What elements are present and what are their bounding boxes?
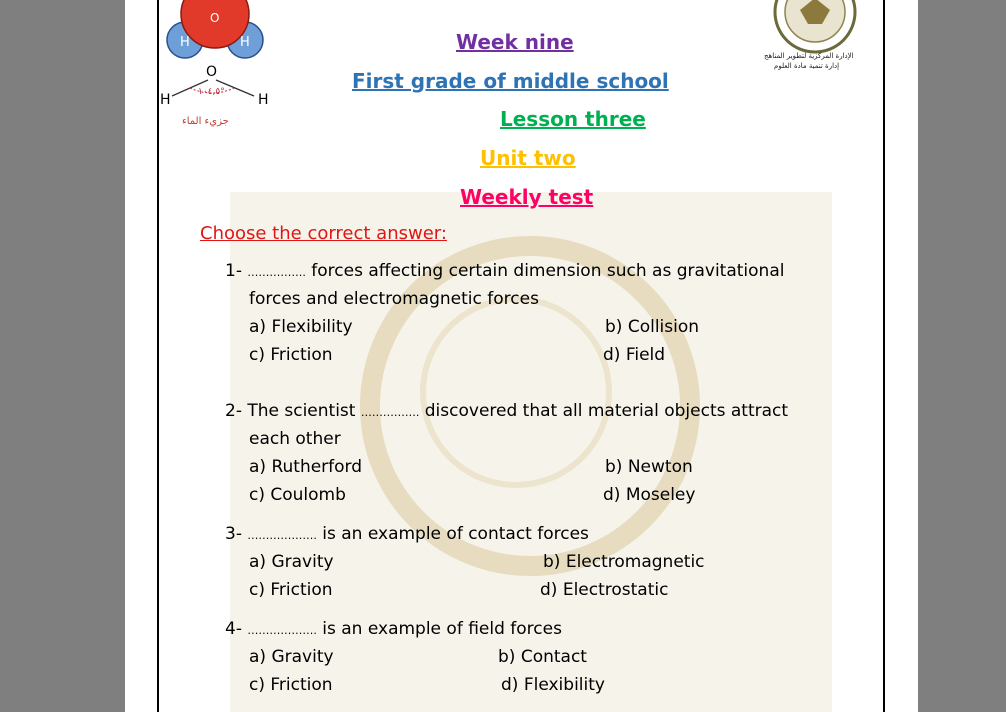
question-2-line2: each other xyxy=(249,429,341,449)
question-1-stem xyxy=(225,261,784,281)
question-text: is an example of contact forces xyxy=(316,524,589,544)
question-text-before: The scientist xyxy=(241,401,361,421)
question-1-option-d[interactable]: d) Field xyxy=(603,345,666,365)
question-number: 1- xyxy=(225,261,242,281)
answer-blank: ………………. xyxy=(247,529,317,542)
question-number: 3- xyxy=(225,524,242,544)
question-1-option-a[interactable]: a) Flexibility xyxy=(249,317,353,337)
question-2-stem xyxy=(225,401,788,421)
instruction-text: Choose the correct answer: xyxy=(200,223,447,244)
question-text: forces affecting certain dimension such as gravitational xyxy=(305,261,785,281)
atom-o: O xyxy=(206,64,218,80)
question-1-option-c[interactable]: c) Friction xyxy=(249,345,333,365)
sphere-label-h2: H xyxy=(240,35,250,50)
emblem-line1: الإدارة المركزية لتطوير المناهج xyxy=(764,52,854,60)
question-3-option-d[interactable]: d) Electrostatic xyxy=(540,580,669,600)
question-3-option-b[interactable]: b) Electromagnetic xyxy=(543,552,705,572)
sphere-label-h1: H xyxy=(180,35,190,50)
question-2-option-b[interactable]: b) Newton xyxy=(605,457,693,477)
question-2-option-a[interactable]: a) Rutherford xyxy=(249,457,363,477)
question-4-option-b[interactable]: b) Contact xyxy=(498,647,587,667)
ministry-emblem-logo xyxy=(760,0,865,80)
question-4-option-a[interactable]: a) Gravity xyxy=(249,647,334,667)
heading-test: Weekly test xyxy=(460,185,594,209)
water-molecule-logo xyxy=(160,0,280,140)
question-2-option-c[interactable]: c) Coulomb xyxy=(249,485,346,505)
atom-h2: H xyxy=(258,92,269,108)
answer-blank: ………………. xyxy=(247,624,317,637)
question-4-option-d[interactable]: d) Flexibility xyxy=(501,675,605,695)
heading-unit: Unit two xyxy=(480,146,576,170)
heading-grade: First grade of middle school xyxy=(352,69,669,93)
answer-blank: ……………. xyxy=(360,406,420,419)
question-4-stem xyxy=(225,619,562,639)
question-number: 4- xyxy=(225,619,242,639)
question-text: is an example of field forces xyxy=(316,619,562,639)
heading-lesson: Lesson three xyxy=(500,107,646,131)
question-1-option-b[interactable]: b) Collision xyxy=(605,317,700,337)
heading-week: Week nine xyxy=(456,30,574,54)
question-3-option-a[interactable]: a) Gravity xyxy=(249,552,334,572)
atom-h1: H xyxy=(160,92,171,108)
question-4-option-c[interactable]: c) Friction xyxy=(249,675,333,695)
question-2-option-d[interactable]: d) Moseley xyxy=(603,485,696,505)
question-3-option-c[interactable]: c) Friction xyxy=(249,580,333,600)
question-3-stem xyxy=(225,524,589,544)
answer-blank: ……………. xyxy=(247,266,306,279)
sphere-label-o: O xyxy=(210,11,220,25)
bond-angle: ١٠٤,٥° xyxy=(198,87,225,97)
question-text: discovered that all material objects attract xyxy=(419,401,789,421)
question-number: 2- xyxy=(225,401,242,421)
emblem-line2: إدارة تنمية مادة العلوم xyxy=(774,62,840,70)
molecule-caption: جزيء الماء xyxy=(182,116,229,127)
question-1-line2: forces and electromagnetic forces xyxy=(249,289,539,309)
